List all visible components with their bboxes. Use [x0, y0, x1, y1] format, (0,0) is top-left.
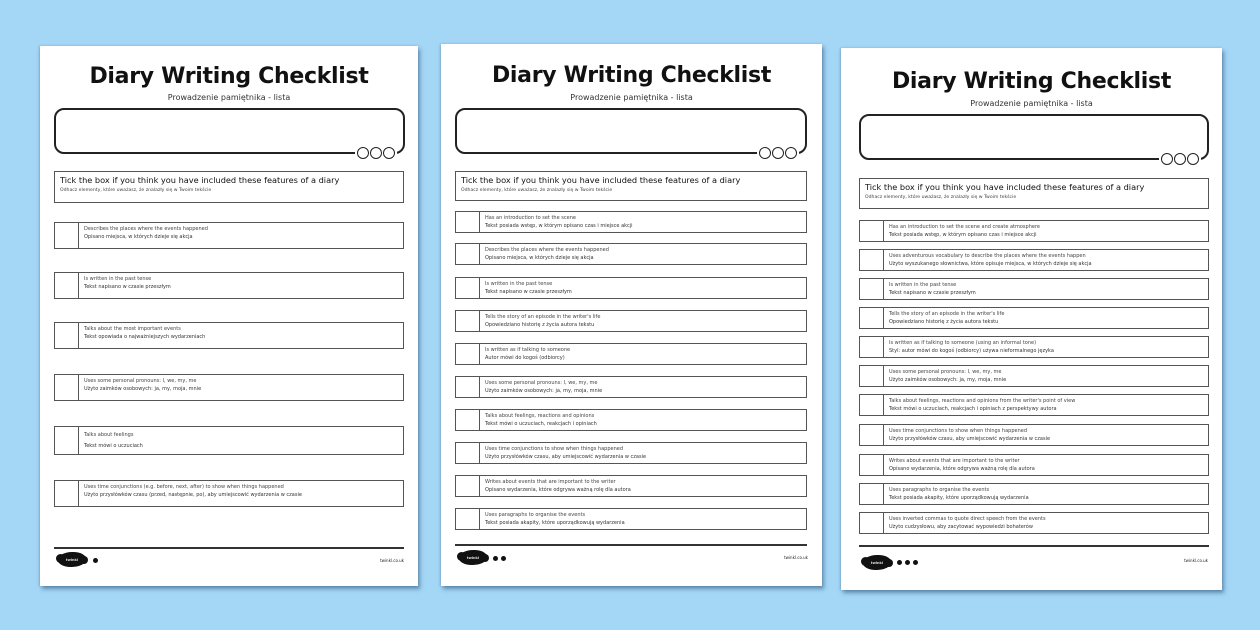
item-translation: Opowiedziano historię z życia autora tekstu: [485, 322, 595, 328]
dot-icon: [93, 558, 98, 563]
item-translation: Użyto przysłówków czasu, aby umiejscowić wydarzenia w czasie: [485, 454, 647, 460]
checklist-item: [859, 365, 1209, 387]
page-level-indicator: [493, 556, 506, 561]
page-subtitle: Prowadzenie pamiętnika - lista: [167, 93, 291, 102]
item-text: Uses paragraphs to organise the events: [485, 512, 586, 518]
worksheet-page-2: [441, 44, 822, 586]
item-text: Uses time conjunctions (e.g. before, next, after) to show when things happened: [84, 484, 284, 490]
name-box-decoration: [355, 147, 397, 159]
item-translation: Tekst posiada akapity, które uporządkowują wydarzenia: [889, 495, 1029, 501]
checkbox[interactable]: [860, 337, 884, 357]
item-translation: Opowiedziano historię z życia autora tekstu: [889, 319, 999, 325]
footer-divider: [859, 545, 1209, 547]
page-title: Diary Writing Checklist: [491, 63, 772, 88]
footer-url: twinkl.co.uk: [1184, 558, 1208, 563]
checklist-item: [859, 278, 1209, 300]
worksheet-page-1: [40, 46, 418, 586]
checkbox[interactable]: [860, 366, 884, 386]
footer-divider: [54, 547, 404, 549]
checklist-item: [859, 249, 1209, 271]
name-box[interactable]: [455, 108, 807, 154]
checklist-item: [54, 272, 404, 299]
checkbox[interactable]: [55, 427, 79, 454]
checklist-item: [859, 424, 1209, 446]
item-translation: Opisano miejsca, w których dzieje się akcja: [84, 234, 193, 240]
instructions-translation: Odhacz elementy, które uważasz, że znalazły się w Twoim tekście: [865, 195, 1017, 200]
item-text: Tells the story of an episode in the writer's life: [889, 311, 1005, 317]
item-translation: Użyto zaimków osobowych: ja, my, moja, mnie: [84, 386, 202, 392]
checkbox[interactable]: [456, 244, 480, 264]
checkbox[interactable]: [55, 273, 79, 298]
checklist-item: [859, 483, 1209, 505]
circle-icon: [383, 147, 395, 159]
checkbox[interactable]: [55, 223, 79, 248]
checklist-item: [455, 409, 807, 431]
item-translation: Tekst posiada akapity, które uporządkowują wydarzenia: [485, 520, 625, 526]
checkbox[interactable]: [456, 311, 480, 331]
circle-icon: [1174, 153, 1186, 165]
checklist-item: [455, 211, 807, 233]
instructions-box: [455, 171, 807, 201]
item-text: Is written in the past tense: [485, 281, 553, 287]
checklist-item: [455, 243, 807, 265]
item-translation: Użyto wyszukanego słownictwa, które opisuje miejsca, w których dzieje się akcja: [889, 261, 1092, 267]
checklist-item: [54, 322, 404, 349]
checkbox[interactable]: [860, 221, 884, 241]
name-box-decoration: [1159, 153, 1201, 165]
dot-icon: [493, 556, 498, 561]
checklist-item: [455, 376, 807, 398]
instructions-translation: Odhacz elementy, które uważasz, że znalazły się w Twoim tekście: [461, 188, 613, 193]
item-text: Uses time conjunctions to show when things happened: [889, 428, 1027, 434]
twinkl-logo-icon: twinkl: [863, 555, 891, 570]
item-translation: Opisano miejsca, w których dzieje się akcja: [485, 255, 594, 261]
item-text: Uses inverted commas to quote direct speech from the events: [889, 516, 1046, 522]
checklist-item: [455, 277, 807, 299]
checklist-item: [859, 336, 1209, 358]
item-translation: Tekst mówi o uczuciach, reakcjach i opiniach z perspektywy autora: [889, 406, 1057, 412]
circle-icon: [759, 147, 771, 159]
item-translation: Tekst napisano w czasie przeszłym: [84, 284, 171, 290]
checklist: [54, 222, 404, 512]
checklist-item: [859, 220, 1209, 242]
item-translation: Tekst posiada wstęp, w którym opisano czas i miejsce akcji: [889, 232, 1037, 238]
name-box[interactable]: [54, 108, 405, 154]
checkbox[interactable]: [860, 279, 884, 299]
name-box[interactable]: [859, 114, 1209, 160]
item-text: Is written as if talking to someone: [485, 347, 571, 353]
footer-divider: [455, 544, 807, 546]
footer-url: twinkl.co.uk: [784, 555, 808, 560]
checkbox[interactable]: [860, 484, 884, 504]
circle-icon: [785, 147, 797, 159]
circle-icon: [772, 147, 784, 159]
checkbox[interactable]: [456, 443, 480, 463]
checkbox[interactable]: [55, 323, 79, 348]
checkbox[interactable]: [55, 375, 79, 400]
page-subtitle: Prowadzenie pamiętnika - lista: [570, 93, 693, 102]
item-translation: Użyto zaimków osobowych: ja, my, moja, mnie: [485, 388, 603, 394]
page-level-indicator: [897, 560, 918, 565]
checklist-item: [54, 222, 404, 249]
dot-icon: [501, 556, 506, 561]
checkbox[interactable]: [860, 455, 884, 475]
item-text: Writes about events that are important to the writer: [485, 479, 616, 485]
checklist-item: [859, 512, 1209, 534]
checklist-item: [455, 442, 807, 464]
checklist-item: [859, 307, 1209, 329]
dot-icon: [897, 560, 902, 565]
checkbox[interactable]: [456, 344, 480, 364]
checkbox[interactable]: [860, 250, 884, 270]
item-text: Tells the story of an episode in the writer's life: [485, 314, 601, 320]
instructions-text: Tick the box if you think you have included these features of a diary: [461, 175, 741, 185]
instructions-translation: Odhacz elementy, które uważasz, że znalazły się w Twoim tekście: [60, 188, 212, 193]
checklist-item: [54, 480, 404, 507]
name-box-decoration: [757, 147, 799, 159]
checkbox[interactable]: [55, 481, 79, 506]
item-translation: Opisano wydarzenia, które odgrywa ważną rolę dla autora: [485, 487, 631, 493]
item-text: Uses paragraphs to organise the events: [889, 487, 990, 493]
item-text: Uses some personal pronouns: I, we, my, me: [889, 369, 1002, 375]
item-translation: Opisano wydarzenia, które odgrywa ważną rolę dla autora: [889, 466, 1035, 472]
item-text: Talks about feelings: [84, 432, 134, 438]
page-level-indicator: [93, 558, 98, 563]
item-translation: Użyto przysłówków czasu (przed, następnie, po), aby umiejscowić wydarzenia w czasie: [84, 492, 302, 498]
checklist-item: [54, 374, 404, 401]
item-translation: Tekst mówi o uczuciach, reakcjach i opiniach: [485, 421, 597, 427]
item-text: Uses some personal pronouns: I, we, my, me: [485, 380, 598, 386]
circle-icon: [357, 147, 369, 159]
checklist: [859, 220, 1209, 550]
item-text: Talks about feelings, reactions and opinions from the writer's point of view: [889, 398, 1076, 404]
checkbox[interactable]: [456, 509, 480, 529]
dot-icon: [905, 560, 910, 565]
checkbox[interactable]: [456, 377, 480, 397]
item-translation: Styl: autor mówi do kogoś (odbiorcy) używa nieformalnego języka: [889, 348, 1054, 354]
item-text: Writes about events that are important to the writer: [889, 458, 1020, 464]
item-translation: Tekst napisano w czasie przeszłym: [889, 290, 976, 296]
item-text: Talks about the most important events: [84, 326, 181, 332]
instructions-box: [859, 178, 1209, 209]
twinkl-logo-icon: twinkl: [58, 552, 86, 567]
page-title: Diary Writing Checklist: [89, 64, 369, 89]
item-text: Describes the places where the events happened: [84, 226, 208, 232]
circle-icon: [1161, 153, 1173, 165]
item-text: Uses some personal pronouns: I, we, my, me: [84, 378, 197, 384]
checkbox[interactable]: [456, 278, 480, 298]
checkbox[interactable]: [860, 308, 884, 328]
checkbox[interactable]: [860, 513, 884, 533]
checklist-item: [859, 394, 1209, 416]
item-text: Has an introduction to set the scene: [485, 215, 576, 221]
checklist: [455, 211, 807, 531]
item-text: Uses adventurous vocabulary to describe the places where the events happen: [889, 253, 1086, 259]
item-translation: Użyto cudzysłowu, aby zacytować wypowiedzi bohaterów: [889, 524, 1033, 530]
twinkl-logo-icon: twinkl: [459, 550, 487, 565]
item-translation: Użyto zaimków osobowych: ja, my, moja, mnie: [889, 377, 1007, 383]
page-title: Diary Writing Checklist: [891, 69, 1172, 94]
item-text: Uses time conjunctions to show when things happened: [485, 446, 623, 452]
dot-icon: [913, 560, 918, 565]
item-translation: Tekst napisano w czasie przeszłym: [485, 289, 572, 295]
checklist-item: [455, 310, 807, 332]
item-text: Describes the places where the events happened: [485, 247, 609, 253]
instructions-box: [54, 171, 404, 203]
item-translation: Tekst opowiada o najważniejszych wydarzeniach: [84, 334, 206, 340]
checklist-item: [455, 475, 807, 497]
checkbox[interactable]: [456, 410, 480, 430]
item-text: Is written as if talking to someone (using an informal tone): [889, 340, 1037, 346]
instructions-text: Tick the box if you think you have included these features of a diary: [865, 182, 1145, 192]
worksheet-page-3: [841, 48, 1222, 590]
checkbox[interactable]: [860, 395, 884, 415]
checklist-item: [455, 508, 807, 530]
item-translation: Autor mówi do kogoś (odbiorcy): [485, 355, 565, 361]
footer-url: twinkl.co.uk: [380, 558, 404, 563]
item-text: Talks about feelings, reactions and opinions: [485, 413, 595, 419]
circle-icon: [370, 147, 382, 159]
checklist-item: [455, 343, 807, 365]
item-text: Is written in the past tense: [84, 276, 152, 282]
checkbox[interactable]: [860, 425, 884, 445]
page-subtitle: Prowadzenie pamiętnika - lista: [970, 99, 1093, 108]
circle-icon: [1187, 153, 1199, 165]
item-translation: Tekst mówi o uczuciach: [84, 443, 143, 449]
item-translation: Użyto przysłówków czasu, aby umiejscowić wydarzenia w czasie: [889, 436, 1051, 442]
item-text: Has an introduction to set the scene and create atmosphere: [889, 224, 1040, 230]
checkbox[interactable]: [456, 476, 480, 496]
instructions-text: Tick the box if you think you have included these features of a diary: [60, 175, 340, 185]
checklist-item: [54, 426, 404, 455]
checkbox[interactable]: [456, 212, 480, 232]
checklist-item: [859, 454, 1209, 476]
item-text: Is written in the past tense: [889, 282, 957, 288]
item-translation: Tekst posiada wstęp, w którym opisano czas i miejsce akcji: [485, 223, 633, 229]
